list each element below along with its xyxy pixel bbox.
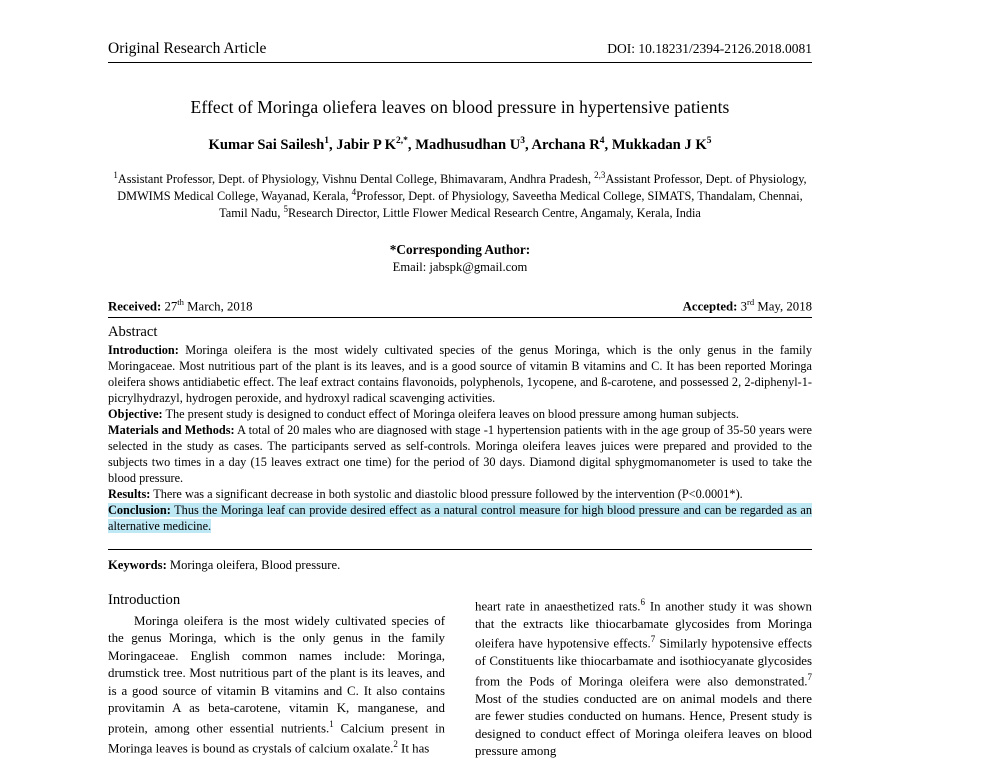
corresponding-author-email: Email: jabspk@gmail.com: [392, 259, 528, 274]
article-type-label: Original Research Article: [108, 40, 267, 57]
corresponding-author-title: *Corresponding Author:: [389, 241, 531, 257]
doi-label: DOI: 10.18231/2394-2126.2018.0081: [607, 41, 812, 56]
abstract-heading: Abstract: [108, 324, 158, 341]
keywords: Keywords: Moringa oleifera, Blood pressure.: [108, 549, 812, 573]
column-right-spacer: [475, 575, 812, 596]
column-left: [108, 575, 445, 761]
corresponding-author: [108, 242, 812, 275]
body-columns: [108, 575, 812, 761]
affiliations: $^1$Assistant Professor, Dept. of Physiology, Vishnu Dental College, Bhimavaram, Andhra Pradesh, $^{2,3}$Assistant Professor, Dept. of Physiology, DMWIMS Medical College, Wayanad, Kerala, $^4$Professor, Dept. of Physiology, Saveetha Medical College, SIMATS, Thandalam, Chennai, Tamil Nadu, $^5$Research Director, Little Flower Medical Research Centre, Angamaly, Kerala, India: [113, 169, 807, 221]
introduction-right-text: heart rate in anaesthetized rats.$^6$ In another study it was shown that the extracts like thiocarbamate glycosides from Moringa oleifera have hypotensive effects.$^7$ Similarly hypotensive effects of Constituents like thiocarbamate and isothiocyanate glycosides from the Pods of Moringa oleifera were also demonstrated.$^7$ Most of the studies conducted are on animal models and there are fewer studies conducted on humans. Hence, Present study is designed to conduct effect of Moringa oleifera leaves on blood pressure among: [475, 596, 812, 759]
column-right: [475, 575, 812, 761]
page-header: [108, 40, 812, 63]
abstract-body: Introduction: Moringa oleifera is the most widely cultivated species of the genus Moringa, which is the only genus in the family Moringaceae. Most nutritious part of the plant is its leaves, and is a good source of vitamin B vitamins and C. It has been reported Moringa oleifera shows antidiabetic effect. The leaf extract contains flavonoids, polyphenols, 1ycopene, and ß-carotene, and possessed 2, 2-diphenyl-1-picrylhydrazyl, hydrogen peroxide, and hydroxyl radical scavenging activities. Objective: The present study is designed to conduct effect of Moringa oleifera leaves on blood pressure among human subjects. Materials and Methods: A total of 20 males who are diagnosed with stage -1 hypertension patients with in the age group of 35-50 years were selected in the study as cases. The participants served as self-controls. Moringa oleifera leaves juices were prepared and provided to the subjects two times in a day (15 leaves extract one time) for the period of 30 days. Diamond digital sphygmomanometer is used to take the blood pressure. Results: There was a significant decrease in both systolic and diastolic blood pressure followed by the intervention (P<0.0001*). Conclusion: Thus the Moringa leaf can provide desired effect as a natural control measure for high blood pressure and can be regarded as an alternative medicine.: [108, 343, 812, 533]
introduction-heading: Introduction: [108, 591, 181, 608]
introduction-left-text: Moringa oleifera is the most widely cultivated species of the genus Moringa, which is the only genus in the family Moringaceae. English common names include: Moringa, drumstick tree. Most nutritious part of the plant is its leaves, and is a good source of vitamin B vitamins and C. It also contains provitamin A as beta-carotene, vitamin K, manganese, and protein, among other essential nutrients.$^1$ Calcium present in Moringa leaves is bound as crystals of calcium oxalate.$^2$ It has: [108, 613, 445, 756]
accepted-date: Accepted: 3rd May, 2018: [682, 296, 812, 314]
received-date: Received: 27th March, 2018: [108, 296, 253, 314]
article-title: Effect of Moringa oliefera leaves on blood pressure in hypertensive patients: [190, 97, 730, 117]
author-list: Kumar Sai Sailesh$^1$, Jabir P $K^{2,*}$, Madhusudhan $U^3$, Archana $R^4$, Mukkadan J $K^5$: [208, 136, 712, 153]
page-content: [108, 40, 812, 761]
dates-row: [108, 297, 812, 318]
